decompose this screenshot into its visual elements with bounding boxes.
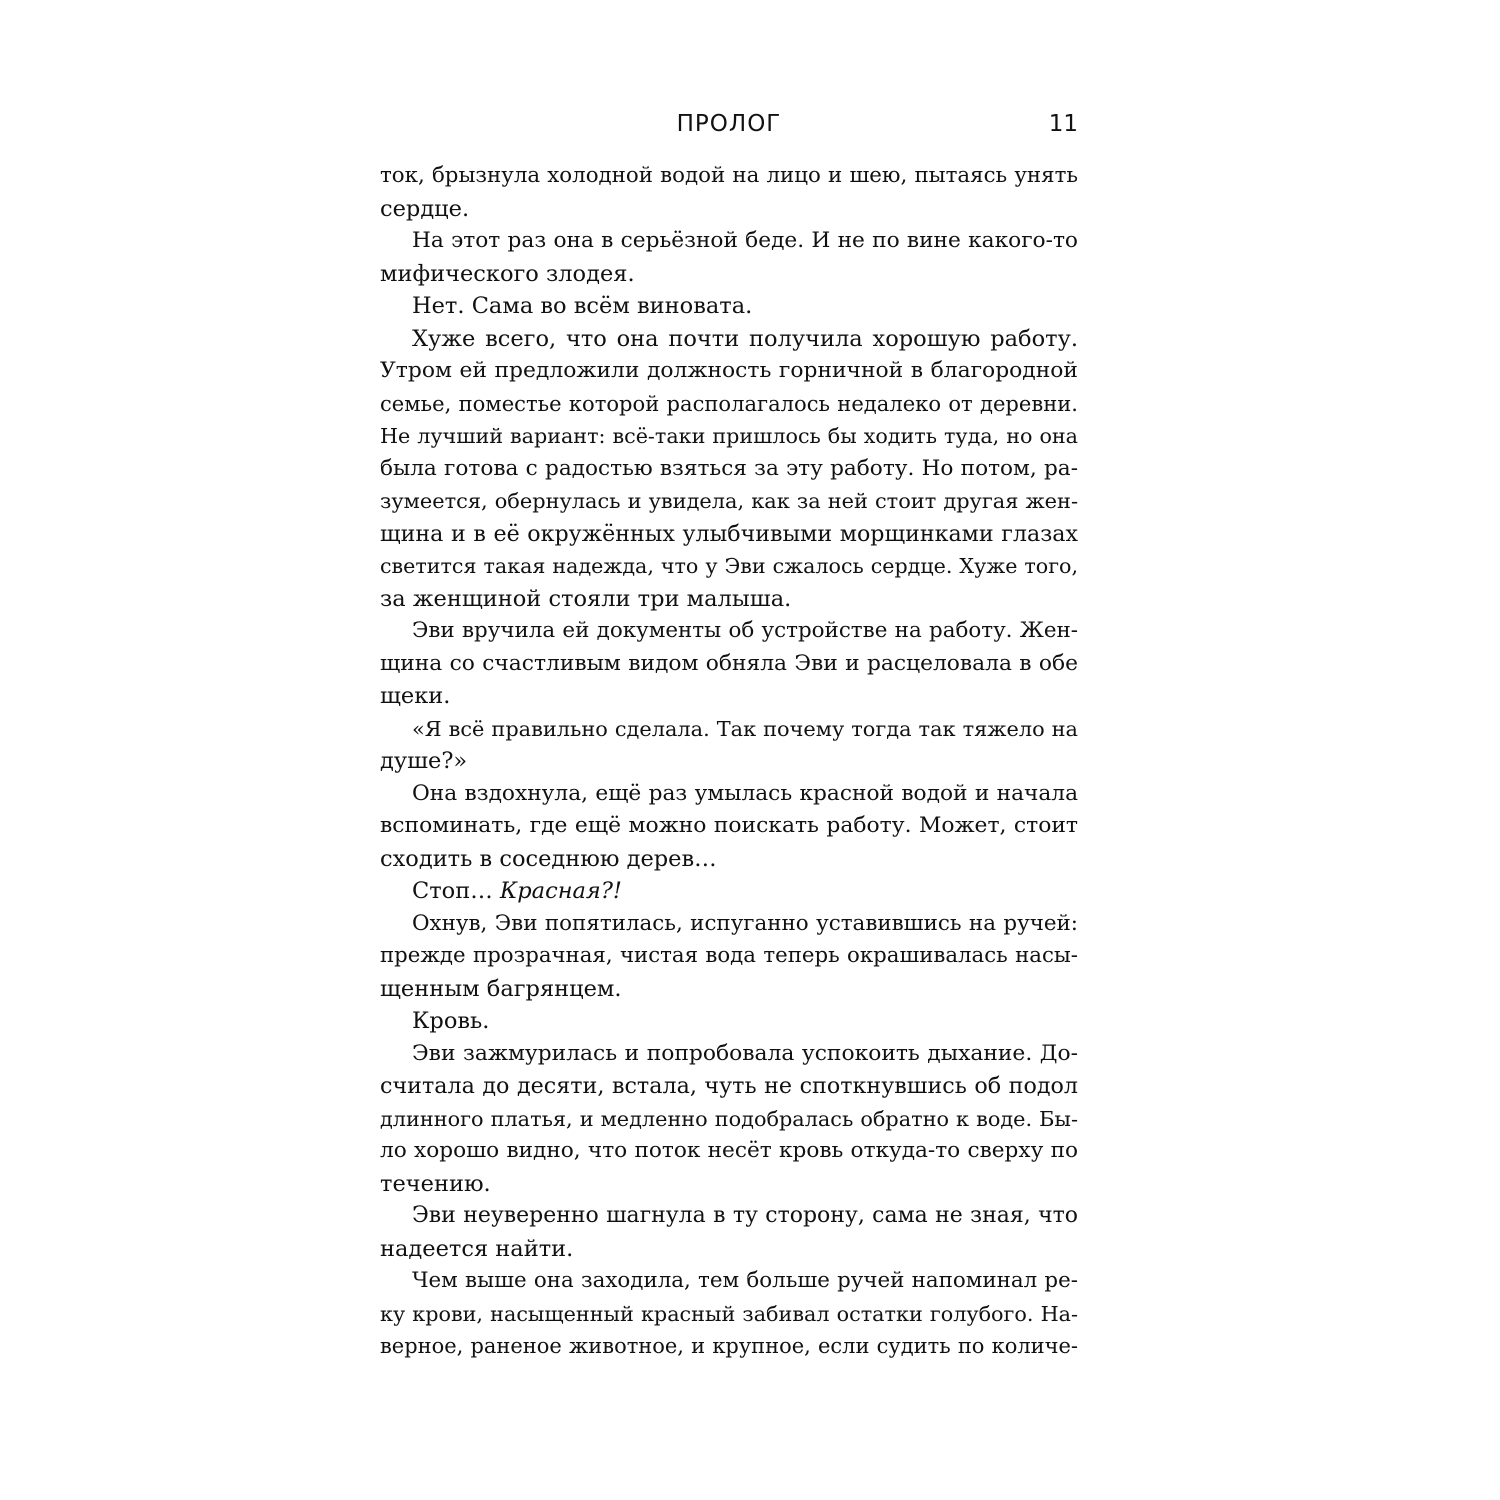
text-line (380, 940, 1078, 973)
text-line-content: щеки. (380, 683, 451, 709)
text-line-content: светится такая надежда, что у Эви сжалось сердце. Хуже того, (380, 554, 1078, 578)
text-line (380, 388, 1078, 421)
text-line (380, 1038, 1078, 1071)
text-line-content: щина со счастливым видом обняла Эви и расцеловала в обе (380, 650, 1078, 676)
text-line-content: вспоминать, где ещё можно поискать работу. Может, стоит (380, 813, 1078, 838)
italic-emphasis: Красная?! (499, 878, 622, 904)
text-line-content: Охнув, Эви попятилась, испуганно уставившись на ручей: (412, 910, 1078, 936)
text-line (380, 355, 1078, 388)
text-line-content: Стоп… (412, 878, 500, 904)
text-line (380, 1168, 1078, 1201)
text-line-content: Не лучший вариант: всё-таки пришлось бы ходить туда, но она (380, 424, 1078, 448)
text-line (380, 1103, 1078, 1136)
text-line (380, 745, 1078, 778)
text-line (380, 1330, 1078, 1363)
chapter-title: ПРОЛОГ (676, 111, 782, 137)
body-text (380, 160, 1078, 1363)
text-line (380, 160, 1078, 193)
text-line-content: надеется найти. (380, 1235, 574, 1262)
text-line-content: «Я всё правильно сделала. Так почему тогда так тяжело на (412, 716, 1078, 741)
text-line-content: за женщиной стояли три малыша. (380, 585, 792, 612)
text-line (380, 875, 1078, 908)
text-line (380, 258, 1078, 291)
text-line-content: душе?» (380, 748, 468, 774)
text-line-content: Кровь. (412, 1008, 490, 1034)
text-line (380, 778, 1078, 811)
text-line (380, 290, 1078, 323)
text-line-content: Эви неуверенно шагнула в ту сторону, сама не зная, что (412, 1203, 1078, 1228)
text-line-content: сердце. (380, 195, 470, 222)
text-line-content: Чем выше она заходила, тем больше ручей напоминал ре- (412, 1268, 1078, 1293)
text-line (380, 680, 1078, 713)
text-line-content: сходить в соседнюю дерев… (380, 845, 717, 872)
text-line (380, 453, 1078, 486)
text-line (380, 225, 1078, 258)
text-line (380, 1200, 1078, 1233)
text-line (380, 648, 1078, 681)
text-line-content: Хуже всего, что она почти получила хорошую работу. (412, 325, 1078, 352)
text-line-content: ло хорошо видно, что поток несёт кровь откуда-то сверху по (380, 1138, 1078, 1163)
text-line (380, 1005, 1078, 1038)
running-header (380, 108, 1078, 140)
text-line-content: Нет. Сама во всём виновата. (412, 293, 753, 319)
text-line-content: семье, поместье которой располагалось недалеко от деревни. (380, 390, 1078, 416)
page-number: 11 (1048, 111, 1078, 137)
text-line-content: Эви зажмурилась и попробовала успокоить дыхание. До- (412, 1040, 1078, 1066)
text-line-content: Эви вручила ей документы об устройстве на работу. Жен- (412, 618, 1078, 643)
text-line-content: ток, брызнула холодной водой на лицо и шею, пытаясь унять (380, 163, 1078, 188)
text-line-content: щенным багрянцем. (380, 975, 622, 1002)
text-line (380, 615, 1078, 648)
text-line (380, 1135, 1078, 1168)
text-line-content: мифического злодея. (380, 260, 635, 287)
text-line-content: щина и в её окружённых улыбчивыми морщинками глазах (380, 520, 1078, 547)
text-line-content: была готова с радостью взяться за эту работу. Но потом, ра- (380, 455, 1078, 481)
text-line (380, 323, 1078, 356)
text-line (380, 713, 1078, 746)
text-line (380, 843, 1078, 876)
text-line-content: прежде прозрачная, чистая вода теперь окрашивалась насы- (380, 943, 1078, 968)
text-line (380, 1298, 1078, 1331)
text-line (380, 485, 1078, 518)
text-line (380, 810, 1078, 843)
text-line (380, 550, 1078, 583)
text-line (380, 518, 1078, 551)
text-line-content: Утром ей предложили должность горничной в благородной (380, 358, 1078, 383)
text-line (380, 1070, 1078, 1103)
text-line-content: течению. (380, 1170, 491, 1197)
text-line (380, 193, 1078, 226)
text-line (380, 583, 1078, 616)
text-line (380, 420, 1078, 453)
text-line-content: ку крови, насыщенный красный забивал остатки голубого. На- (380, 1301, 1078, 1326)
text-line-content: длинного платья, и медленно подобралась обратно к воде. Бы- (380, 1106, 1078, 1131)
text-line-content: зумеется, обернулась и увидела, как за ней стоит другая жен- (380, 489, 1078, 513)
text-line (380, 908, 1078, 941)
text-line-content: верное, раненое животное, и крупное, если судить по количе- (380, 1334, 1078, 1358)
text-line-content: Она вздохнула, ещё раз умылась красной водой и начала (412, 780, 1078, 806)
text-line-content: считала до десяти, встала, чуть не споткнувшись об подол (380, 1073, 1078, 1099)
text-line (380, 1265, 1078, 1298)
text-line-content: На этот раз она в серьёзной беде. И не по вине какого-то (412, 228, 1078, 253)
text-line (380, 973, 1078, 1006)
text-line (380, 1233, 1078, 1266)
